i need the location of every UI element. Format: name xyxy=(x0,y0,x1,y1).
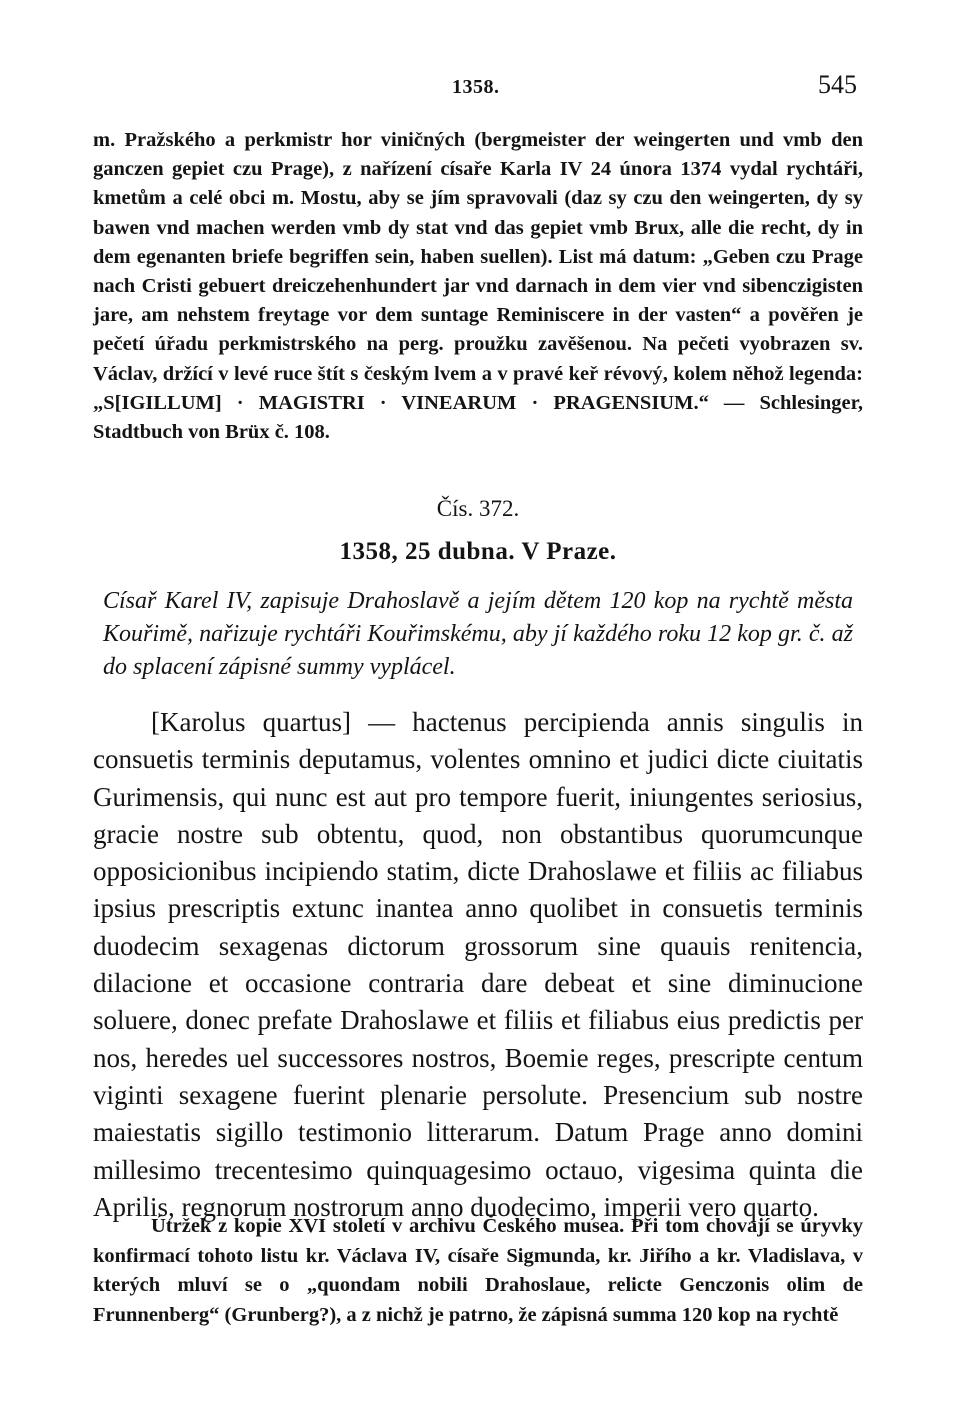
running-head-year: 1358. xyxy=(452,76,500,98)
page-number: 545 xyxy=(818,70,857,99)
intro-paragraph: m. Pražského a perkmistr hor viničných (bergmeister der weingerten und vmb den ganczen gepiet czu Prage), z nařízení císaře Karla IV 24 února 1374 vydal rychtáři, kmetům a celé obci m. Mostu, aby se jím spravovali (daz sy czu den weingerten, dy sy bawen vnd machen werden vmb dy stat vnd das gepiet vmb Brux, alle die recht, dy in dem egenanten briefe begriffen sein, haben suellen). List má datum: „Geben czu Prage nach Cristi gebuert dreiczehenhundert jar vnd darnach in dem vier vnd sibenczigisten jare, am nehstem freytage vor dem suntage Reminiscere in der vasten“ a pověřen je pečetí úřadu perkmistrského na perg. proužku zavěšenou. Na pečeti vyobrazen sv. Václav, držící v levé ruce štít s českým lvem a v pravé keř révový, kolem něhož legenda: „S[IGILLUM] · MAGISTRI · VINEARUM · PRAGENSIUM.“ — Schlesinger, Stadtbuch von Brüx č. 108. xyxy=(93,129,863,444)
source-note: Útržek z kopie XVI století v archivu Českého musea. Při tom chovají se úryvky konfirmací tohoto listu kr. Václava IV, císaře Sigmunda, kr. Jiřího a kr. Vladislava, v kterých mluví se o „quondam nobili Drahoslaue, relicte Genczonis olim de Frunnenberg“ (Grunberg?), a z nichž je patrno, že zápisná summa 120 kop na rychtě xyxy=(93,1215,863,1326)
document-summary: Císař Karel IV, zapisuje Drahoslavě a jejím dětem 120 kop na rychtě města Kouřimě, nařizuje rychtáři Kouřimskému, aby jí každého roku 12 kop gr. č. až do splacení zápisné summy vyplácel. xyxy=(103,588,853,680)
document-number: Čís. 372. xyxy=(436,496,520,521)
document-date-place: 1358, 25 dubna. V Praze. xyxy=(339,538,617,565)
document-text: [Karolus quartus] — hactenus percipienda annis singulis in consuetis terminis deputamus, volentes omnino et judici dicte ciuitatis Gurimensis, qui nunc est aut pro tempore fuerit, iniungentes seriosius, gracie nostre sub obtentu, quod, non obstantibus quorumcunque opposicionibus incipiendo statim, dicte Drahoslawe et filiis ac filiabus ipsius prescriptis extunc inantea anno quolibet in consuetis terminis duodecim sexagenas dictorum grossorum sine quauis renitencia, dilacione et occasione contraria dare debeat et sine diminucione soluere, donec prefate Drahoslawe et filiis et filiabus eius predictis per nos, heredes uel successores nostros, Boemie reges, prescripte centum viginti sexagene fuerint plenarie persolute. Presencium sub nostre maiestatis sigillo testimonio litterarum. Datum Prage anno domini millesimo trecentesimo quinquagesimo octauo, vigesima quinta die Aprilis, regnorum nostrorum anno duodecimo, imperii vero quarto. xyxy=(93,707,863,1222)
page-header xyxy=(0,68,960,108)
